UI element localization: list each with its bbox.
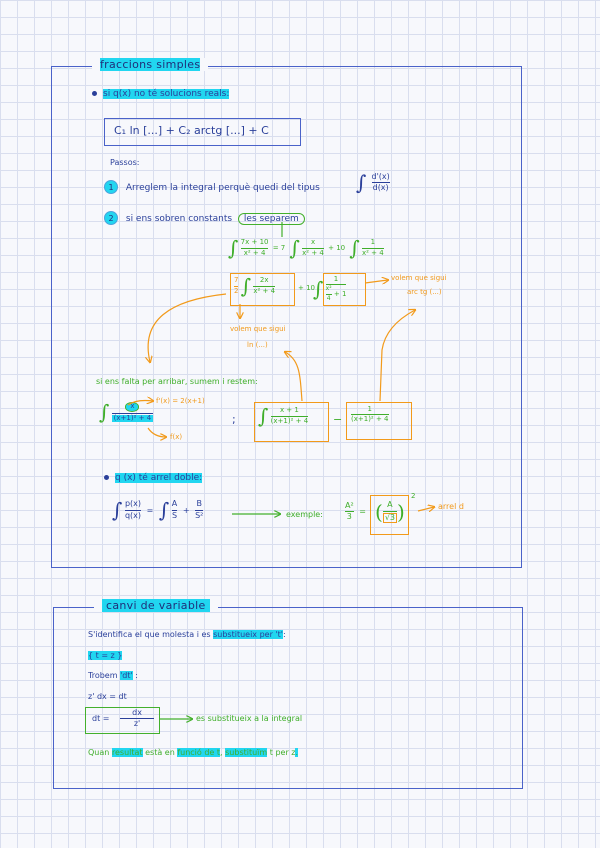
frac-num: 1 <box>370 238 376 247</box>
integral-sign: ∫ <box>99 400 110 424</box>
step1-text: Arreglem la integral perquè quedi del tipus <box>125 182 320 193</box>
sqrt-content <box>375 500 405 524</box>
plus: + <box>182 505 190 515</box>
frac-den: S <box>172 510 178 520</box>
case2-title-text: q (x) té arrel doble: <box>115 473 203 483</box>
frac-den: x² + 4 <box>302 248 324 257</box>
frac-den <box>326 286 347 302</box>
eq-mid-frac <box>302 239 324 257</box>
frac-den: d(x) <box>372 183 389 192</box>
frac-den: (x+1)² + 4 <box>270 416 309 425</box>
frac-bar <box>383 511 397 512</box>
minus-sign: − <box>333 413 343 426</box>
frac-num: x <box>310 238 316 247</box>
frac-num: A <box>171 499 178 509</box>
missing-label: si ens falta per arribar, sumem i restem: <box>96 377 258 386</box>
step2 <box>104 211 305 225</box>
frac-num: p(x) <box>124 499 142 509</box>
case1-title <box>92 89 229 99</box>
note-ln-1: volem que sigui <box>230 325 286 333</box>
example-label: exemple: <box>286 510 323 519</box>
frac-num: x + 1 <box>279 406 299 415</box>
integral-sign: ∫ <box>349 236 360 260</box>
paren-open: ( <box>375 500 383 524</box>
integral-sign: ∫ <box>289 236 300 260</box>
frac-den: q(x) <box>124 510 142 520</box>
l6-i: z <box>291 748 296 757</box>
l6-a: Quan <box>88 748 110 757</box>
formula-text: C₁ ln [...] + C₂ arctg [...] + C <box>114 124 269 137</box>
frac-num: 1 <box>367 405 372 413</box>
frac-num: x² <box>325 285 332 293</box>
split-a-frac <box>271 407 309 425</box>
b-frac <box>195 500 203 520</box>
frac-num: A <box>387 500 393 510</box>
frac-num: 2x <box>259 276 269 285</box>
integral-sign: ∫ <box>158 498 170 522</box>
eq-equals: = 7 <box>272 244 286 252</box>
integral-sign: ∫ <box>112 498 123 522</box>
frac-den: x² + 4 <box>362 248 384 257</box>
line3-post: : <box>135 671 138 680</box>
dt-note: es substitueix a la integral <box>196 714 303 723</box>
l6-g: t <box>269 748 273 757</box>
equals: = <box>359 507 366 517</box>
frac-den: x² + 4 <box>243 248 266 257</box>
frac-den: S² <box>195 510 204 520</box>
split-a-content <box>258 406 308 426</box>
example-integral <box>99 402 153 422</box>
example-frac <box>345 502 369 522</box>
split-b-content <box>351 406 389 424</box>
a2-frac <box>345 502 354 522</box>
integral-sign: ∫ <box>356 170 367 195</box>
line1-post: : <box>282 630 286 639</box>
s2-line3 <box>88 671 138 680</box>
steps-label: Passos: <box>110 158 140 167</box>
integral-sign: ∫ <box>258 404 269 428</box>
frac-den: 2 <box>234 286 239 295</box>
ln-part-content <box>234 276 275 296</box>
integral-sign: ∫ <box>313 276 324 301</box>
inner-frac <box>326 286 332 302</box>
frac-num <box>125 402 139 411</box>
exponent: 2 <box>411 492 416 500</box>
ex-num: x <box>125 402 139 411</box>
step1-number: 1 <box>104 180 118 194</box>
title-highlight: canvi de variable <box>102 599 210 612</box>
frac-num: 7 <box>234 276 239 285</box>
dt-box-content <box>92 709 154 729</box>
l6-b: resultat <box>111 748 143 757</box>
separation-equation <box>228 238 384 258</box>
eq-right-frac <box>362 239 384 257</box>
eq-left-frac <box>241 239 269 257</box>
step2-number: 2 <box>104 211 118 225</box>
frac-num: 7x + 10 <box>240 238 269 247</box>
step1-fraction <box>356 172 390 193</box>
title-highlight: fraccions simples <box>100 58 201 71</box>
line1-pre: S'identifica el que molesta i es <box>88 630 211 639</box>
l6-e: , <box>220 748 223 757</box>
frac-num: 1 <box>333 275 339 283</box>
step1 <box>104 180 320 194</box>
box-plus: + 10 <box>298 284 315 292</box>
bullet-dot <box>104 475 109 480</box>
a-frac <box>172 500 177 520</box>
pq-frac <box>125 500 141 520</box>
note-arctg-2: arc tg (...) <box>407 288 442 296</box>
step2-circled: les separem <box>238 213 305 225</box>
l6-j: . <box>295 748 299 757</box>
section-title-canvi <box>94 599 218 612</box>
frac-num: dx <box>132 708 142 717</box>
sqrt-frac <box>383 501 397 523</box>
semicolon: ; <box>232 413 236 426</box>
example-frac <box>112 402 154 422</box>
coef-frac <box>234 277 238 295</box>
l6-h: per <box>275 748 289 757</box>
note-ln-2: ln (...) <box>247 341 268 349</box>
l6-f: substituïm <box>225 748 268 757</box>
eq-plus: + 10 <box>328 244 346 252</box>
frac-den: √3 <box>384 512 395 522</box>
fp-label: f'(x) = 2(x+1) <box>156 397 205 405</box>
root-label: arrel d <box>438 502 464 511</box>
case1-title-text: si q(x) no té solucions reals: <box>103 89 230 99</box>
equals: = <box>146 505 154 515</box>
l6-c: està en <box>145 748 175 757</box>
arctg-frac <box>326 276 347 302</box>
s2-line2: { t = z } <box>88 651 123 660</box>
integral-sign: ∫ <box>240 274 252 298</box>
frac-num: A² <box>345 501 354 510</box>
bullet-dot <box>92 91 97 96</box>
paren-close: ) <box>397 500 405 524</box>
frac-num: d'(x) <box>371 171 390 181</box>
fx-label: f(x) <box>170 433 183 441</box>
frac-den: 4 <box>326 294 331 302</box>
line3-pre: Trobem <box>88 671 118 680</box>
l6-d: funció de t <box>177 748 221 757</box>
frac-den: x² + 4 <box>253 286 276 295</box>
note-arctg-1: volem que sigui <box>391 274 447 282</box>
dt-frac <box>120 709 154 729</box>
s2-line4: z' dx = dt <box>88 692 127 701</box>
ln-frac <box>253 277 275 295</box>
integral-sign: ∫ <box>228 236 239 260</box>
frac-num: B <box>196 499 202 509</box>
s2-line1 <box>88 630 286 639</box>
arctg-part-content <box>313 276 346 302</box>
step2-text: si ens sobren constants <box>125 213 233 224</box>
den-tail: + 1 <box>333 290 347 299</box>
line1-highlight: substitueix per 't' <box>213 630 283 639</box>
frac-den: 3 <box>346 512 352 522</box>
line3-highlight: 'dt' <box>120 671 133 680</box>
double-root-formula <box>112 500 203 520</box>
split-b-frac <box>351 406 389 424</box>
dx-over-d <box>372 173 390 193</box>
s2-line6 <box>88 748 298 757</box>
frac-den: z' <box>133 719 141 729</box>
section-title-fraccions <box>92 58 208 71</box>
dt-lhs: dt = <box>92 714 110 724</box>
frac-den: (x+1)² + 4 <box>351 415 389 424</box>
frac-den: (x+1)² + 4 <box>113 413 152 422</box>
case2-title <box>104 473 202 483</box>
